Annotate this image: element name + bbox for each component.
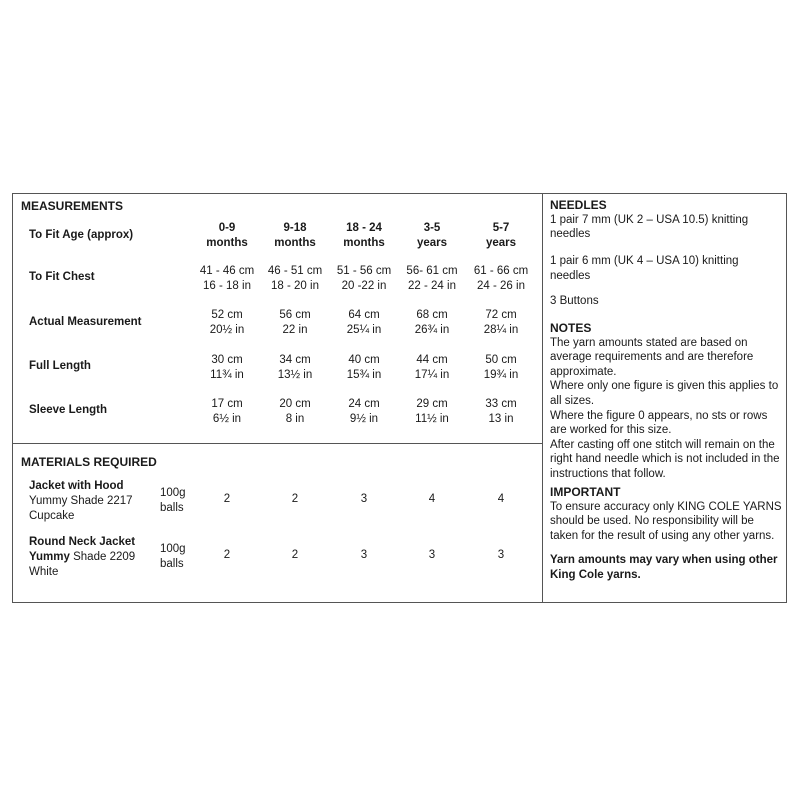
- in-value: 11½ in: [415, 413, 449, 425]
- in-value: 13½ in: [277, 369, 313, 381]
- cm-value: 56 cm: [279, 309, 311, 321]
- material-amount: 2: [223, 493, 231, 505]
- row-label-age: To Fit Age (approx): [29, 229, 134, 241]
- notes-p4: After casting off one stitch will remain on the right hand needle which is not included in the instructions that follow.: [550, 438, 780, 480]
- size-line2: months: [206, 237, 248, 249]
- cm-value: 20 cm: [279, 398, 311, 410]
- column-divider: [542, 193, 543, 603]
- in-value: 20 -22 in: [341, 280, 387, 292]
- material-amount: 3: [360, 493, 368, 505]
- cm-value: 17 cm: [211, 398, 243, 410]
- notes-title: NOTES: [550, 321, 592, 335]
- material-amount: 2: [291, 549, 299, 561]
- material-line2: Yummy Shade 2217: [29, 495, 133, 507]
- measurement-cell: [255, 397, 335, 427]
- row-label-actual: Actual Measurement: [29, 316, 142, 328]
- measurement-cell: [255, 353, 335, 383]
- buttons-line: [550, 294, 782, 309]
- important-note: [550, 553, 782, 582]
- size-header: [392, 221, 472, 251]
- notes-p1: The yarn amounts stated are based on average requirements and are therefore approximate.: [550, 336, 754, 378]
- measurement-cell: [392, 308, 472, 338]
- cm-value: 30 cm: [211, 354, 243, 366]
- measurements-title: MEASUREMENTS: [21, 199, 124, 213]
- in-value: 28¼ in: [483, 324, 519, 336]
- measurement-cell: [392, 397, 472, 427]
- in-value: 22 - 24 in: [408, 280, 456, 292]
- cm-value: 44 cm: [416, 354, 448, 366]
- material-name-bold: Jacket with Hood: [29, 480, 124, 492]
- size-header: [255, 221, 335, 251]
- cm-value: 29 cm: [416, 398, 448, 410]
- unit-weight: 100g: [160, 487, 186, 499]
- needles-line1: 1 pair 7 mm (UK 2 – USA 10.5) knitting needles: [550, 213, 749, 241]
- measurement-cell: [461, 308, 541, 338]
- cm-value: 41 - 46 cm: [199, 265, 255, 277]
- cm-value: 24 cm: [348, 398, 380, 410]
- needles-line2: 1 pair 6 mm (UK 4 – USA 10) knitting needles: [550, 255, 739, 282]
- in-value: 8 in: [285, 413, 305, 425]
- important-title: IMPORTANT: [550, 485, 621, 499]
- material-line3: White: [29, 566, 59, 578]
- row-label-length: Full Length: [29, 360, 91, 372]
- material-amount: 3: [428, 549, 436, 561]
- cm-value: 68 cm: [416, 309, 448, 321]
- unit-type: balls: [160, 558, 184, 570]
- important-p2: Yarn amounts may vary when using other King Cole yarns.: [550, 554, 778, 581]
- material-line2-bold: Yummy: [29, 551, 70, 563]
- in-value: 19¾ in: [483, 369, 519, 381]
- in-value: 26¾ in: [414, 324, 450, 336]
- size-line1: 18 - 24: [346, 222, 382, 234]
- important-p1: To ensure accuracy only KING COLE YARNS should be used. No responsibility will be taken for the result of using any other yarns.: [550, 500, 782, 542]
- needles-title: NEEDLES: [550, 198, 607, 212]
- size-line2: months: [343, 237, 385, 249]
- important-section: [550, 485, 782, 543]
- cm-value: 61 - 66 cm: [473, 265, 529, 277]
- material-item-name: [29, 479, 133, 524]
- section-divider: [12, 443, 543, 444]
- notes-p3: Where the figure 0 appears, no sts or rows are worked for this size.: [550, 409, 768, 437]
- in-value: 17¼ in: [414, 369, 450, 381]
- in-value: 22 in: [282, 324, 308, 336]
- cm-value: 50 cm: [485, 354, 517, 366]
- material-amount: 2: [291, 493, 299, 505]
- in-value: 15¾ in: [346, 369, 382, 381]
- material-amount: 2: [223, 549, 231, 561]
- material-amount: 4: [428, 493, 436, 505]
- size-line1: 5-7: [492, 222, 510, 234]
- in-value: 11¾ in: [210, 369, 244, 381]
- cm-value: 34 cm: [279, 354, 311, 366]
- row-label-sleeve: Sleeve Length: [29, 404, 107, 416]
- material-unit: [160, 542, 186, 572]
- material-line3: Cupcake: [29, 510, 75, 522]
- in-value: 18 - 20 in: [271, 280, 319, 292]
- measurement-cell: [461, 353, 541, 383]
- size-line2: years: [485, 237, 517, 249]
- cm-value: 33 cm: [485, 398, 517, 410]
- size-line1: 9-18: [283, 222, 307, 234]
- materials-title: MATERIALS REQUIRED: [21, 455, 157, 469]
- cm-value: 46 - 51 cm: [267, 265, 323, 277]
- size-header: [461, 221, 541, 251]
- measurement-cell: [461, 264, 541, 294]
- cm-value: 56- 61 cm: [406, 265, 458, 277]
- material-item-name: [29, 535, 135, 580]
- measurement-cell: [255, 264, 335, 294]
- unit-weight: 100g: [160, 543, 186, 555]
- in-value: 20½ in: [209, 324, 245, 336]
- in-value: 13 in: [488, 413, 514, 425]
- size-line2: years: [416, 237, 448, 249]
- measurement-cell: [392, 264, 472, 294]
- size-line1: 3-5: [423, 222, 441, 234]
- material-unit: [160, 486, 186, 516]
- cm-value: 64 cm: [348, 309, 380, 321]
- cm-value: 52 cm: [211, 309, 243, 321]
- in-value: 6½ in: [212, 413, 242, 425]
- size-line1: 0-9: [218, 222, 236, 234]
- buttons-text: 3 Buttons: [550, 295, 599, 307]
- measurement-cell: [461, 397, 541, 427]
- measurement-cell: [392, 353, 472, 383]
- needles-section-2: [550, 254, 782, 283]
- material-line2: Shade 2209: [69, 551, 136, 563]
- needles-section: [550, 198, 782, 242]
- size-line2: months: [274, 237, 316, 249]
- notes-section: [550, 321, 782, 482]
- material-amount: 3: [497, 549, 505, 561]
- material-name-bold: Round Neck Jacket: [29, 536, 136, 548]
- material-amount: 4: [497, 493, 505, 505]
- in-value: 9½ in: [349, 413, 379, 425]
- material-amount: 3: [360, 549, 368, 561]
- cm-value: 51 - 56 cm: [336, 265, 392, 277]
- measurement-cell: [255, 308, 335, 338]
- in-value: 16 - 18 in: [203, 280, 251, 292]
- cm-value: 40 cm: [348, 354, 380, 366]
- in-value: 24 - 26 in: [477, 280, 525, 292]
- row-label-chest: To Fit Chest: [29, 271, 95, 283]
- cm-value: 72 cm: [485, 309, 517, 321]
- notes-p2: Where only one figure is given this applies to all sizes.: [550, 380, 779, 407]
- in-value: 25¼ in: [346, 324, 382, 336]
- unit-type: balls: [160, 502, 184, 514]
